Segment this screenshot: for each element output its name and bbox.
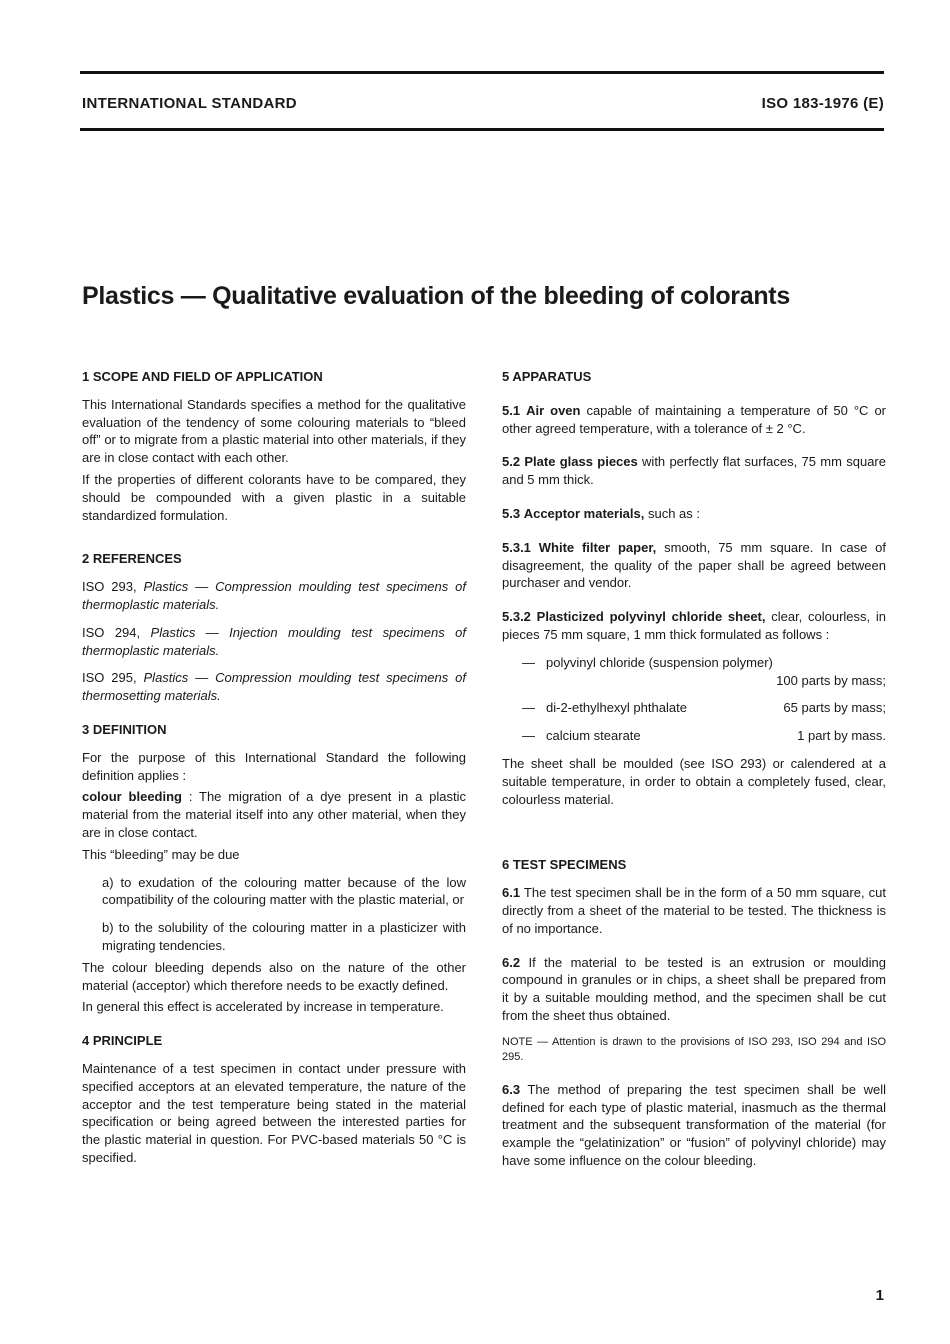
section-5-paragraph: The sheet shall be moulded (see ISO 293) or calendered at a suitable temperature, in order to obtain a completely fused, clear, colourless material.: [502, 755, 886, 807]
reference-item: ISO 295, Plastics — Compression moulding test specimens of thermosetting materials.: [82, 670, 467, 704]
header-rule-top: [80, 71, 884, 74]
section-4-heading: 4 PRINCIPLE: [82, 1033, 163, 1049]
section-6-heading: 6 TEST SPECIMENS: [502, 857, 627, 873]
section-1-paragraph: If the properties of different colorants have to be compared, they should be compounded with a given plastic in a suitable standardized formulation.: [82, 471, 466, 523]
clause-5-3-2: 5.3.2 Plasticized polyvinyl chloride sheet, clear, colourless, in pieces 75 mm square, 1 mm thick formulated as follows :: [502, 609, 886, 642]
section-3-heading: 3 DEFINITION: [82, 721, 167, 737]
section-3-paragraph: This “bleeding” may be due: [82, 846, 240, 862]
reference-item: ISO 293, Plastics — Compression moulding test specimens of thermoplastic materials.: [82, 579, 467, 612]
document-code: ISO 183-1976 (E): [761, 95, 884, 112]
formulation-item: — polyvinyl chloride (suspension polymer): [522, 654, 773, 670]
section-4-paragraph: Maintenance of a test specimen in contact under pressure with specified acceptors at an elevated temperature, the nature of the acceptor and the test temperature being stated in the material specification or being agreed between the interested parties for the plastic material in question. For PVC-based materials 50 °C is specified.: [82, 1060, 466, 1165]
page-number: 1: [875, 1287, 884, 1304]
clause-5-1: 5.1 Air oven capable of maintaining a temperature of 50 °C or other agreed temperature, with a tolerance of ± 2 °C.: [502, 402, 886, 436]
right-column: [502, 368, 886, 1170]
clause-5-3-1: 5.3.1 White filter paper, smooth, 75 mm square. In case of disagreement, the quality of the paper shall be agreed between purchaser and vendor.: [502, 539, 886, 591]
list-item: a) to exudation of the colouring matter because of the low compatibility of the colouring matter with the plastic material, or: [102, 874, 466, 908]
reference-item: ISO 294, Plastics — Injection moulding test specimens of thermoplastic materials.: [82, 624, 466, 658]
header-rule-bottom: [80, 128, 884, 131]
section-3-paragraph: The colour bleeding depends also on the nature of the other material (acceptor) which therefore needs to be exactly defined.: [82, 959, 466, 993]
formulation-quantity: 100 parts by mass;: [776, 672, 886, 688]
clause-5-2: 5.2 Plate glass pieces with perfectly flat surfaces, 75 mm square and 5 mm thick.: [502, 454, 886, 488]
clause-5-3: 5.3 Acceptor materials, such as :: [502, 505, 701, 521]
section-3-paragraph: In general this effect is accelerated by increase in temperature.: [82, 999, 444, 1015]
section-5-heading: 5 APPARATUS: [502, 369, 592, 384]
document-type: INTERNATIONAL STANDARD: [82, 95, 297, 112]
section-2-heading: 2 REFERENCES: [82, 551, 182, 567]
left-column: [82, 368, 466, 1167]
list-item: b) to the solubility of the colouring matter in a plasticizer with migrating tendencies.: [102, 920, 466, 953]
section-3-paragraph: For the purpose of this International Standard the following definition applies :: [82, 749, 466, 783]
section-1-paragraph: This International Standards specifies a method for the qualitative evaluation of the tendency of some colouring materials to “bleed off” or to migrate from a plastic material into other materials, if they are in close contact with each other.: [82, 396, 466, 466]
formulation-item: — di-2-ethylhexyl phthalate 65 parts by mass;: [522, 700, 886, 716]
page-title: Plastics — Qualitative evaluation of the bleeding of colorants: [82, 282, 790, 310]
section-1-heading: 1 SCOPE AND FIELD OF APPLICATION: [82, 369, 323, 384]
clause-6-3: 6.3 The method of preparing the test specimen shall be well defined for each type of plastic material, inasmuch as the thermal treatment and the subsequent transformation of the material (for example the “gelatinization” or “fusion” of polyvinyl chloride) may have some influence on the colour bleeding.: [502, 1081, 886, 1168]
definition: colour bleeding : The migration of a dye present in a plastic material from the material itself into any other material, when they are in close contact.: [82, 789, 466, 840]
clause-6-1: 6.1 The test specimen shall be in the form of a 50 mm square, cut directly from a sheet of the material to be tested. The thickness is of no importance.: [502, 885, 886, 936]
clause-6-2: 6.2 If the material to be tested is an extrusion or moulding compound in granules or in chips, a sheet shall be prepared from it by a suitable moulding method, and the specimen shall be cut from the sheet thus obtained.: [502, 954, 886, 1023]
formulation-item: — calcium stearate 1 part by mass.: [522, 728, 886, 744]
note: NOTE — Attention is drawn to the provisions of ISO 293, ISO 294 and ISO 295.: [502, 1035, 886, 1063]
